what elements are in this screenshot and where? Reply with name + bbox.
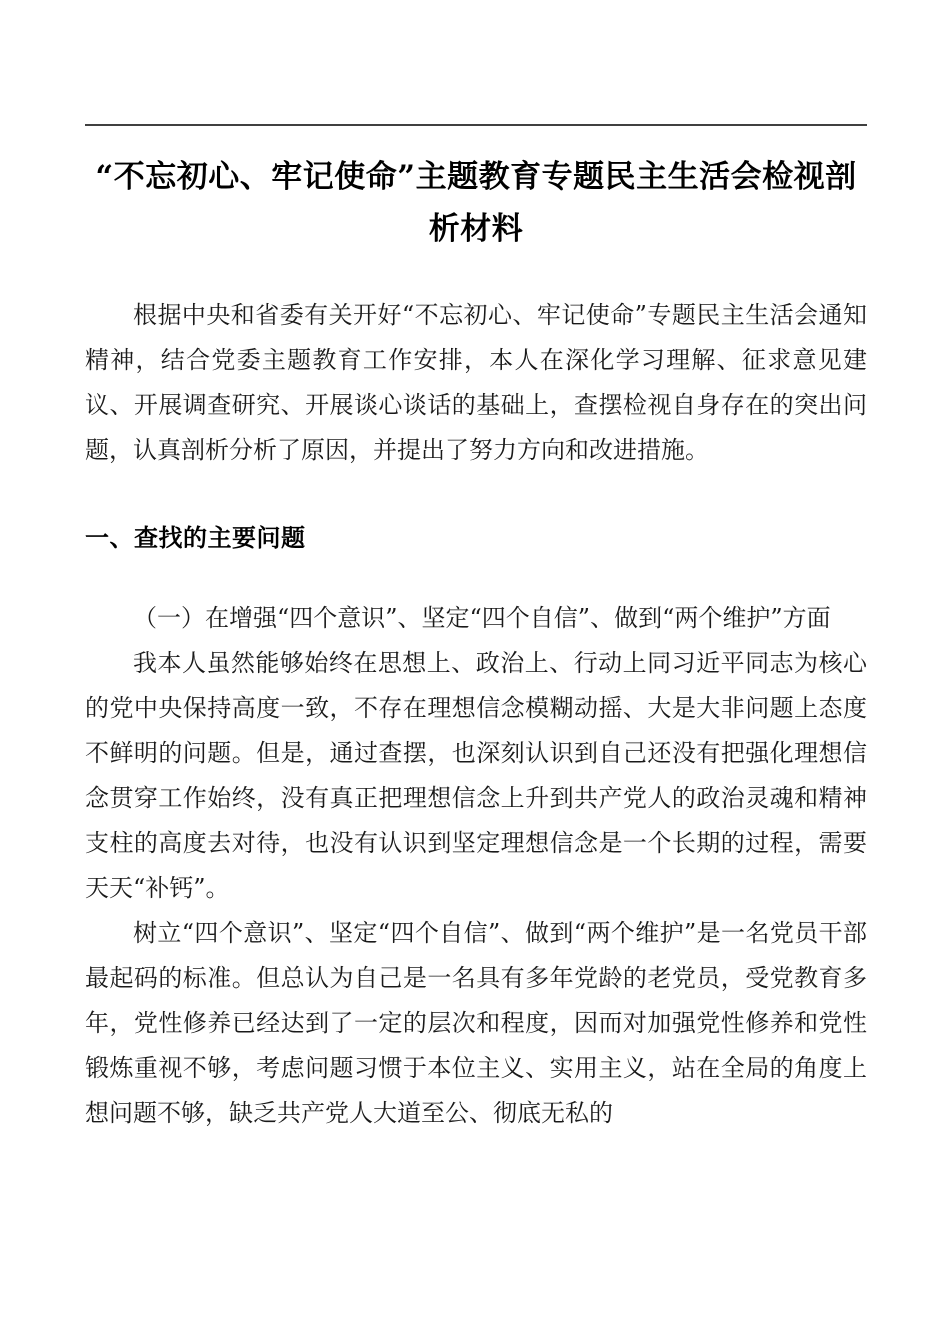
body-paragraph-2: 树立“四个意识”、坚定“四个自信”、做到“两个维护”是一名党员干部最起码的标准。但总认为自己是一名具有多年党龄的老党员，受党教育多年，党性修养已经达到了一定的层次和程度，因而对加强党性修养和党性锻炼重视不够，考虑问题习惯于本位主义、实用主义，站在全局的角度上想问题不够，缺乏共产党人大道至公、彻底无私的 (85, 919, 867, 1127)
body-paragraph-1: 我本人虽然能够始终在思想上、政治上、行动上同习近平同志为核心的党中央保持高度一致，不存在理想信念模糊动摇、大是大非问题上态度不鲜明的问题。但是，通过查摆，也深刻认识到自己还没有把强化理想信念贯穿工作始终，没有真正把理想信念上升到共产党人的政治灵魂和精神支柱的高度去对待，也没有认识到坚定理想信念是一个长期的过程，需要天天“补钙”。 (85, 649, 867, 902)
subsection-heading-one: （一）在增强“四个意识”、坚定“四个自信”、做到“两个维护”方面 (133, 604, 831, 632)
section-heading-one: 一、查找的主要问题 (85, 524, 306, 552)
intro-to-heading-gap (85, 473, 867, 518)
page-content (85, 0, 867, 1136)
intro-paragraph: 根据中央和省委有关开好“不忘初心、牢记使命”专题民主生活会通知精神，结合党委主题教育工作安排，本人在深化学习理解、征求意见建议、开展调查研究、开展谈心谈话的基础上，查摆检视自身存在的突出问题，认真剖析分析了原因，并提出了努力方向和改进措施。 (85, 301, 867, 464)
document-title-text: “不忘初心、牢记使命”主题教育专题民主生活会检视剖析材料 (95, 159, 857, 247)
title-gap (85, 255, 867, 265)
heading-to-subsection-gap (85, 558, 867, 596)
document-title (85, 0, 867, 255)
